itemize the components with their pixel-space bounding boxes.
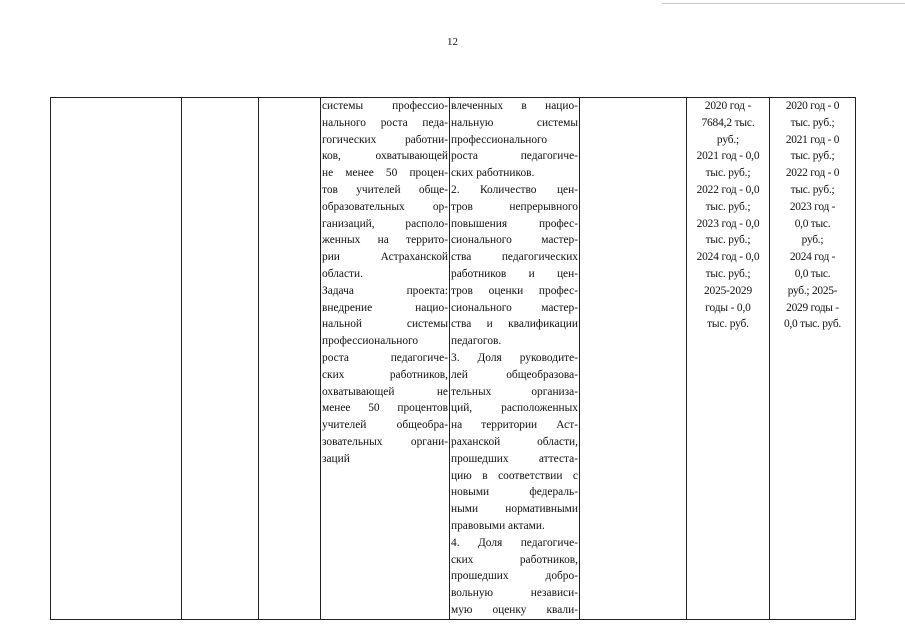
text-line: системы профессио- [322, 100, 448, 112]
text-line: педагогов. [451, 335, 502, 348]
text-line: ганизаций, располо- [322, 217, 448, 230]
text-line: гогических работни- [322, 133, 448, 146]
text-line: 7684,2 тыс. [701, 116, 755, 129]
text-line: 0,0 тыс. руб. [784, 318, 841, 331]
text-line: внедрение нацио- [322, 301, 448, 314]
text-line: 2020 год - [704, 100, 752, 112]
funding-cell-alt [770, 98, 856, 620]
indicators-cell [450, 98, 580, 620]
text-line: тыс. руб.; [705, 200, 751, 213]
text-line: профессионального [451, 133, 548, 146]
text-line: заций [322, 452, 350, 465]
table-cell-empty [51, 98, 182, 620]
funding-cell [687, 98, 770, 620]
text-line: влеченных в нацио- [451, 100, 578, 112]
text-line: тров оценки профес- [451, 284, 578, 297]
text-line: 2025-2029 [703, 284, 752, 297]
text-line: 0,0 тыс. [794, 267, 831, 280]
table-cell-empty [580, 98, 687, 620]
text-line: женных на террито- [322, 234, 448, 247]
text-line: раханской области, [451, 435, 578, 448]
text-line: тельных организа- [451, 385, 578, 398]
text-line: Задача проекта: [322, 284, 448, 297]
table-row [51, 98, 856, 620]
text-line: 2021 год - 0 [785, 133, 840, 146]
text-line: руб.; 2025- [787, 284, 838, 297]
text-line: нальной системы [322, 318, 448, 331]
text-line: ков, охватывающей [322, 150, 448, 163]
text-line: на территории Аст- [451, 419, 578, 432]
text-line: нальную системы [451, 116, 578, 129]
text-line: не менее 50 процен- [322, 167, 448, 180]
text-line: 2024 год - 0,0 [696, 251, 760, 264]
text-line: 2021 год - 0,0 [696, 150, 760, 163]
text-line: тыс. руб.; [790, 183, 835, 196]
text-line: сионального мастер- [451, 301, 578, 314]
text-line: тыс. руб.; [790, 150, 835, 163]
text-line: работников и цен- [451, 267, 578, 280]
text-line: 2023 год - 0,0 [696, 217, 760, 230]
text-line: роста педагогиче- [322, 351, 448, 364]
text-line: тыс. руб.; [705, 234, 751, 247]
text-line: роста педагогиче- [451, 150, 578, 163]
text-line: 2022 год - 0,0 [696, 183, 760, 196]
text-line: ства педагогических [451, 251, 578, 264]
text-line: образовательных ор- [322, 200, 448, 213]
text-line: 2024 год - [789, 251, 836, 264]
text-line: прошедших добро- [451, 570, 578, 583]
text-line: ских работников, [322, 368, 448, 381]
text-line: ских работников. [451, 167, 535, 180]
text-line: области. [322, 267, 363, 280]
text-line: рии Астраханской [322, 251, 448, 264]
text-line: 4. Доля педагогиче- [451, 536, 578, 549]
text-line: 3. Доля руководите- [451, 351, 578, 364]
text-line: вольную независи- [451, 587, 578, 600]
program-table [50, 97, 856, 620]
text-line: менее 50 процентов [322, 402, 448, 415]
text-line: профессионального [322, 335, 419, 348]
page-number: 12 [447, 36, 458, 48]
text-line: тов учителей обще- [322, 183, 448, 196]
text-line: руб.; [716, 133, 740, 146]
text-line: тыс. руб.; [705, 167, 751, 180]
text-line: повышения профес- [451, 217, 578, 230]
text-line: охватывающей не [322, 385, 448, 398]
text-line: 2029 годы - [786, 301, 839, 314]
text-line: зовательных органи- [322, 435, 448, 448]
text-line: тыс. руб. [707, 318, 749, 331]
project-goal-cell [321, 98, 450, 620]
text-line: новыми федераль- [451, 486, 578, 499]
text-line: 0,0 тыс. [794, 217, 831, 230]
text-line: ства и квалификации [451, 318, 578, 331]
text-line: тров непрерывного [451, 200, 578, 213]
text-line: ций, расположенных [451, 402, 578, 415]
text-line: сионального мастер- [451, 234, 578, 247]
text-line: мую оценку квали- [451, 603, 578, 616]
text-line: нального роста педа- [322, 116, 448, 129]
table-cell-empty [259, 98, 321, 620]
text-line: годы - 0,0 [705, 301, 751, 314]
text-line: 2022 год - 0 [785, 167, 840, 180]
text-line: 2. Количество цен- [451, 183, 578, 196]
text-line: тыс. руб.; [790, 116, 835, 129]
text-line: ских работников, [451, 553, 578, 566]
text-line: прошедших аттеста- [451, 452, 578, 465]
text-line: тыс. руб.; [705, 267, 751, 280]
text-line: цию в соответствии с [451, 469, 578, 482]
text-line: 2023 год - [789, 200, 836, 213]
text-line: руб.; [801, 234, 824, 247]
text-line: ными нормативными [451, 503, 578, 516]
text-line: лей общеобразова- [451, 368, 578, 381]
table-cell-empty [182, 98, 259, 620]
text-line: 2020 год - 0 [785, 100, 840, 112]
top-rule [662, 3, 905, 4]
text-line: учителей общеобра- [322, 419, 448, 432]
text-line: правовыми актами. [451, 519, 545, 532]
